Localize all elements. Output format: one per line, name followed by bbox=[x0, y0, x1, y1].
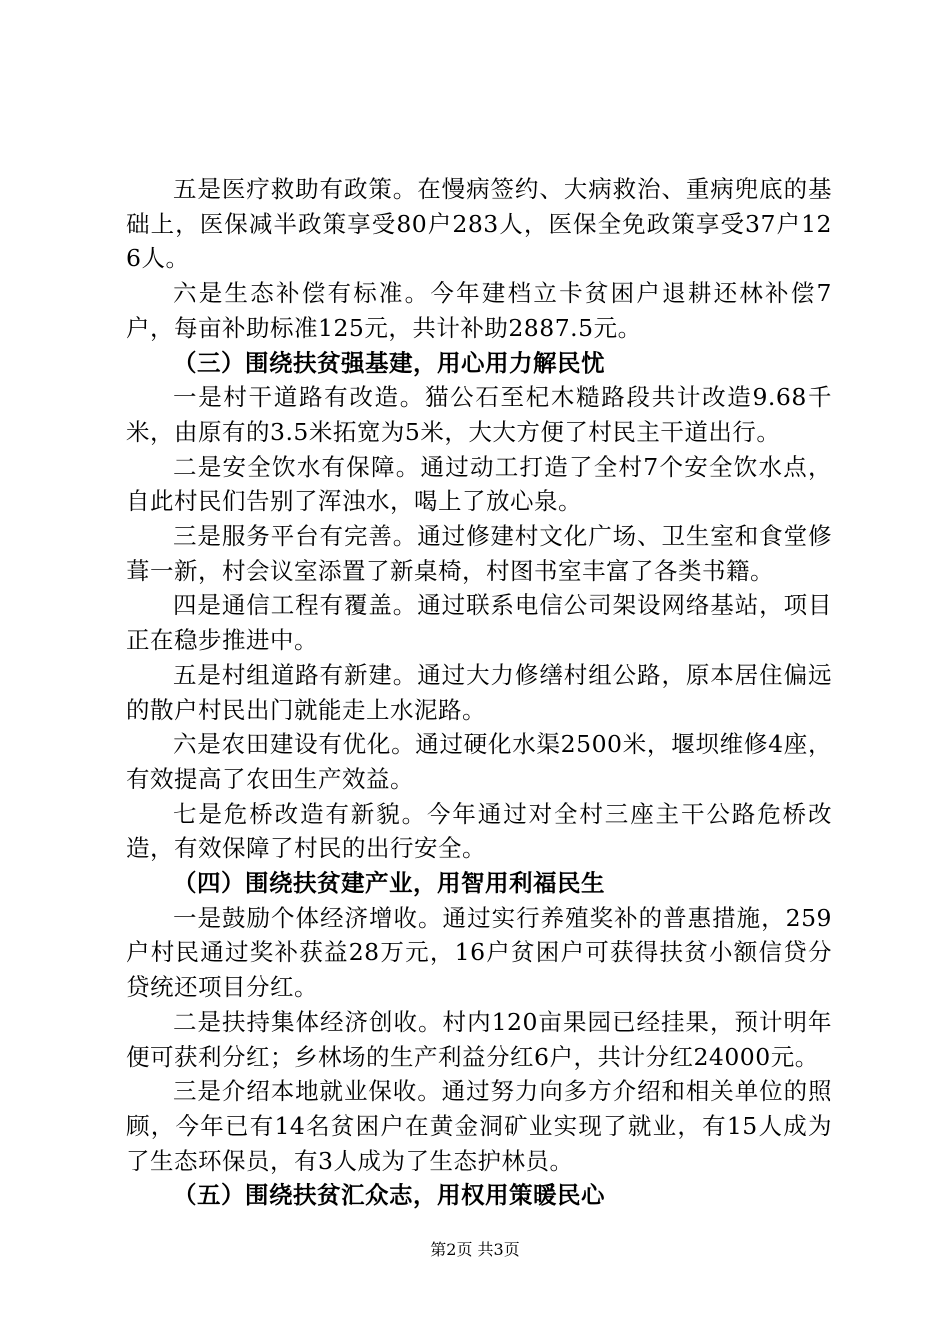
paragraph-village-roads: 一是村干道路有改造。猫公石至杞木糙路段共计改造9.68千米，由原有的3.5米拓宽为5米，大大方便了村民主干道出行。 bbox=[126, 383, 832, 446]
paragraph-collective-economy: 二是扶持集体经济创收。村内120亩果园已经挂果，预计明年便可获利分红；乡林场的生产利益分红6户，共计分红24000元。 bbox=[126, 1007, 832, 1071]
paragraph-individual-economy: 一是鼓励个体经济增收。通过实行养殖奖补的普惠措施，259户村民通过奖补获益28万元，16户贫困户可获得扶贫小额信贷分贷统还项目分红。 bbox=[126, 903, 832, 1002]
paragraph-bridges: 七是危桥改造有新貌。今年通过对全村三座主干公路危桥改造，有效保障了村民的出行安全。 bbox=[126, 799, 832, 863]
document-body bbox=[126, 172, 832, 1213]
paragraph-farmland: 六是农田建设有优化。通过硬化水渠2500米，堰坝维修4座，有效提高了农田生产效益。 bbox=[126, 730, 832, 793]
paragraph-ecological-compensation: 六是生态补偿有标准。今年建档立卡贫困户退耕还林补偿7户，每亩补助标准125元，共计补助2887.5元。 bbox=[126, 279, 832, 342]
section-heading-4: （四）围绕扶贫建产业，用智用利福民生 bbox=[173, 869, 605, 898]
page-footer: 第2页 共3页 bbox=[430, 1240, 520, 1259]
paragraph-employment: 三是介绍本地就业保收。通过努力向多方介绍和相关单位的照顾，今年已有14名贫困户在黄金洞矿业实现了就业，有15人成为了生态环保员，有3人成为了生态护林员。 bbox=[126, 1077, 832, 1175]
paragraph-service-platform: 三是服务平台有完善。通过修建村文化广场、卫生室和食堂修葺一新，村会议室添置了新桌椅，村图书室丰富了各类书籍。 bbox=[126, 522, 832, 585]
paragraph-medical-aid: 五是医疗救助有政策。在慢病签约、大病救治、重病兜底的基础上，医保减半政策享受80户283人，医保全免政策享受37户126人。 bbox=[126, 175, 832, 273]
section-heading-5: （五）围绕扶贫汇众志，用权用策暖民心 bbox=[173, 1181, 605, 1210]
paragraph-group-roads: 五是村组道路有新建。通过大力修缮村组公路，原本居住偏远的散户村民出门就能走上水泥路。 bbox=[126, 660, 832, 724]
section-heading-3: （三）围绕扶贫强基建，用心用力解民忧 bbox=[173, 348, 605, 377]
paragraph-drinking-water: 二是安全饮水有保障。通过动工打造了全村7个安全饮水点，自此村民们告别了浑浊水，喝上了放心泉。 bbox=[126, 452, 832, 516]
paragraph-telecom: 四是通信工程有覆盖。通过联系电信公司架设网络基站，项目正在稳步推进中。 bbox=[126, 591, 832, 655]
